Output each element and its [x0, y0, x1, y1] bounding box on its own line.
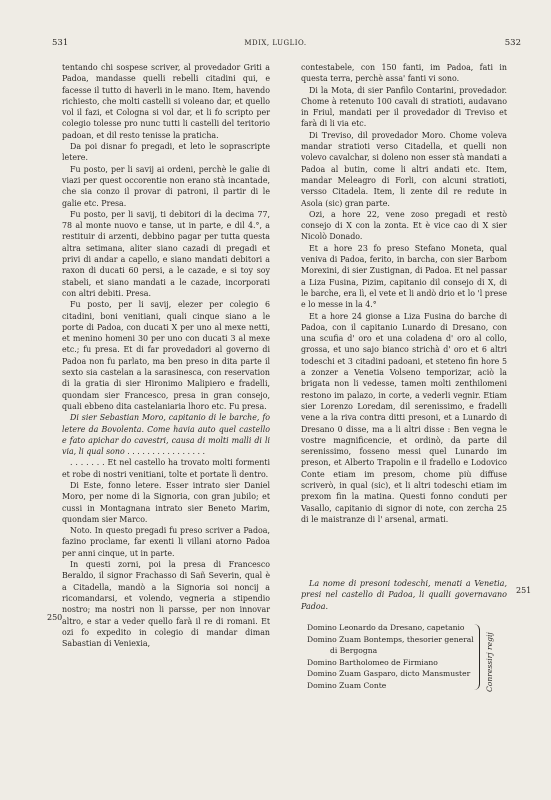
list-item: di Bergogna [330, 646, 378, 656]
paragraph: Ozi, a hore 22, vene zoso pregadi et restò consejo di X con la zonta. Et è vice cao di X sier Nicolò Donado. [301, 209, 507, 242]
paragraph: Et a hore 23 fo preso Stefano Moneta, qual veniva di Padoa, ferito, in barcha, con sier Barbom Morexini, di sier Zustignan, di Padoa. Et nel passar a Liza Fusina, Pizim, capitanio dil consejo di X, di le barche, era lì, el vete et li andò drio et lo 'l prese e lo messe in la 4.° [301, 243, 507, 310]
paragraph: Da poi disnar fo pregadi, et leto le soprascripte letere. [62, 142, 270, 163]
list-item: Domino Zuam Gasparo, dicto Mansmuster [307, 669, 471, 679]
paragraph: Fu posto, per li savij, ti debitori di la decima 77, 78 al monte nuovo e tanse, ut in parte, e dil 4.°, a restituir di arzenti, debbino pagar per tutta questa altra setimana, aliter siano cazadi di pregadi et privi di andar a capello, e siano mandati debitori a raxon di ducati 60 persi, a le cazade, e si toy soy stabeli, et siano mandati a le cazade, incorporati con altri debiti. Presa. [62, 209, 270, 298]
paragraph: Fu posto, per li savij, elezer per colegio 6 citadini, boni venitiani, quali cinque siano a le porte di Padoa, con ducati X per uno al mexe netti, et menino homeni 30 per uno con ducati 3 al mexe etc.; fu presa. Et di far provedadori al governo di Padoa non fu parlato, ma ben preso in dita parte il sexto sia castelan a la sarasinesca, con reservation di la gratia di sier Hironimo Malipiero e fradelli, quondam sier Francesco, presa in gran consejo, quali ebbeno dita castelaniaria lhoro etc. Fu presa. [62, 300, 270, 411]
paragraph: Fu posto, per li savij ai ordeni, perchè le galie di viazi per quest occorentie non erano stà incantade, che sia conzo il provar di patroni, il partir di le galie etc. Presa. [62, 164, 270, 208]
paragraph: . . . . . . . Et nel castello ha trovato molti formenti et robe di nostri venitiani, tolte et portate lì dentro. [62, 458, 270, 479]
right-column [301, 62, 507, 525]
paragraph: In questi zorni, poi la presa di Francesco Beraldo, il signor Frachasso di Sañ Severin, qual è a Citadella, mandò a la Signoria soi noncij a ricomandarsi, et volendo, vegneria a stipendio nostro; ma nostri non li parsse, per non innovar altro, e star a veder quello farà il re di romani. Et ozi fo expedito in colegio di mandar diman Sabastian di Veniexia, [62, 560, 270, 649]
section-summary [301, 578, 507, 612]
paragraph: Di Treviso, dil provedador Moro. Chome voleva mandar stratioti verso Citadella, et quelli non volevo cavalchar, si doleno non esser stà mandati a Padoa al butin, come li altri andati etc. Item, mandar Meleagro di Forli, con alcuni stratioti, versso Citadela. Item, li zente dil re redute in Asola (sic) gran parte. [301, 130, 507, 208]
left-column [62, 62, 270, 649]
brace-icon [473, 624, 480, 690]
header-title: MDIX, LUGLIO. [244, 39, 307, 47]
list-item: Domino Leonardo da Dresano, capetanio [307, 623, 465, 632]
list-item: Domino Bartholomeo de Firmiano [307, 657, 438, 667]
paragraph: Di Este, fonno letere. Esser intrato sier Daniel Moro, per nome di la Signoria, con gran jubilo; et cussi in Montagnana intrato sier Beneto Marim, quondam sier Marco. [62, 480, 270, 524]
paragraph: tentando chi sospese scriver, al provedador Griti a Padoa, mandasse quelli rebelli citadini qui, e facesse il tutto di haverli in le mano. Item, havendo richiesto, che molti castelli si voleano dar, et quello vol il fazi, et Cologna si vol dar, et li fo scripto per colegio tolesse pro nunc tutti li castelli del teritorio padoan, et dil resto tenisse la praticha. [62, 63, 270, 140]
margin-number-right: 251 [516, 586, 532, 595]
brace-label: Conressirj regij [485, 632, 494, 692]
page-number-left: 531 [52, 38, 69, 48]
running-header [0, 38, 551, 52]
paragraph: Et a hore 24 gionse a Liza Fusina do barche di Padoa, con il capitanio Lunardo di Dresano, con una scufia d' oro et una coladena d' oro al collo, grossa, et uno sajo bianco strichà d' oro et 6 altri todeschi et 3 citadini padoani, et steteno fin hore 5 a zonzer a Venetia Volseno temporizar, aciò la brigata non li vedesse, tamen molti zenthilomeni restono im palazo, in corte, a vederli vegnir. Etiam sier Lorenzo Loredam, dil serenissimo, e fradelli vene a la riva contra ditti presoni, et a Lunardo di Dresano 0 disse, ma a li altri disse : Ben vegna le vostre magnificencie, et ordinò, da parte dil serenissimo, fosseno messi quel Lunardo im preson, et Alberto Trapolin e il fradello e Lodovico Conte etiam im presom, chome più diffuse scriverò, in qual (sic), et li altri todeschi etiam im prexom fin la matina. Questi fonno conduti per Vasallo, capitanio di signor di note, con zercha 25 di le maistranze di l' arsenal, armati. [301, 311, 507, 524]
summary-text: La nome di presoni todeschi, menati a Venetia, presi nel castello di Padoa, li qualli governavano Padoa. [301, 579, 507, 611]
list-item: Domino Zuam Bontemps, thesorier general [307, 634, 474, 644]
paragraph: Di sier Sebastian Moro, capitanio di le barche, fo letere da Bovolenta. Come havia auto quel castello e fato apichar do cavestri, causa di molti malli di li via, li qual sono . . . . . . . . . . . . . . . . [62, 413, 270, 457]
margin-number-left: 250 [47, 613, 63, 622]
paragraph: Di la Mota, di sier Panfilo Contarini, provedador. Chome à retenuto 100 cavali di stratioti, audavano in Friul, mandati per il provedador di Treviso et farà di li via etc. [301, 85, 507, 129]
page-number-right: 532 [504, 38, 521, 48]
list-item: Domino Zuam Conte [307, 680, 387, 690]
paragraph: Noto. In questo pregadi fu preso scriver a Padoa, fazino proclame, far exenti li villani atorno Padoa per anni cinque, ut in parte. [62, 526, 270, 558]
paragraph: contestabele, con 150 fanti, im Padoa, fati in questa terra, perchè assa' fanti vi sono. [301, 63, 507, 84]
prisoner-list [307, 622, 474, 692]
